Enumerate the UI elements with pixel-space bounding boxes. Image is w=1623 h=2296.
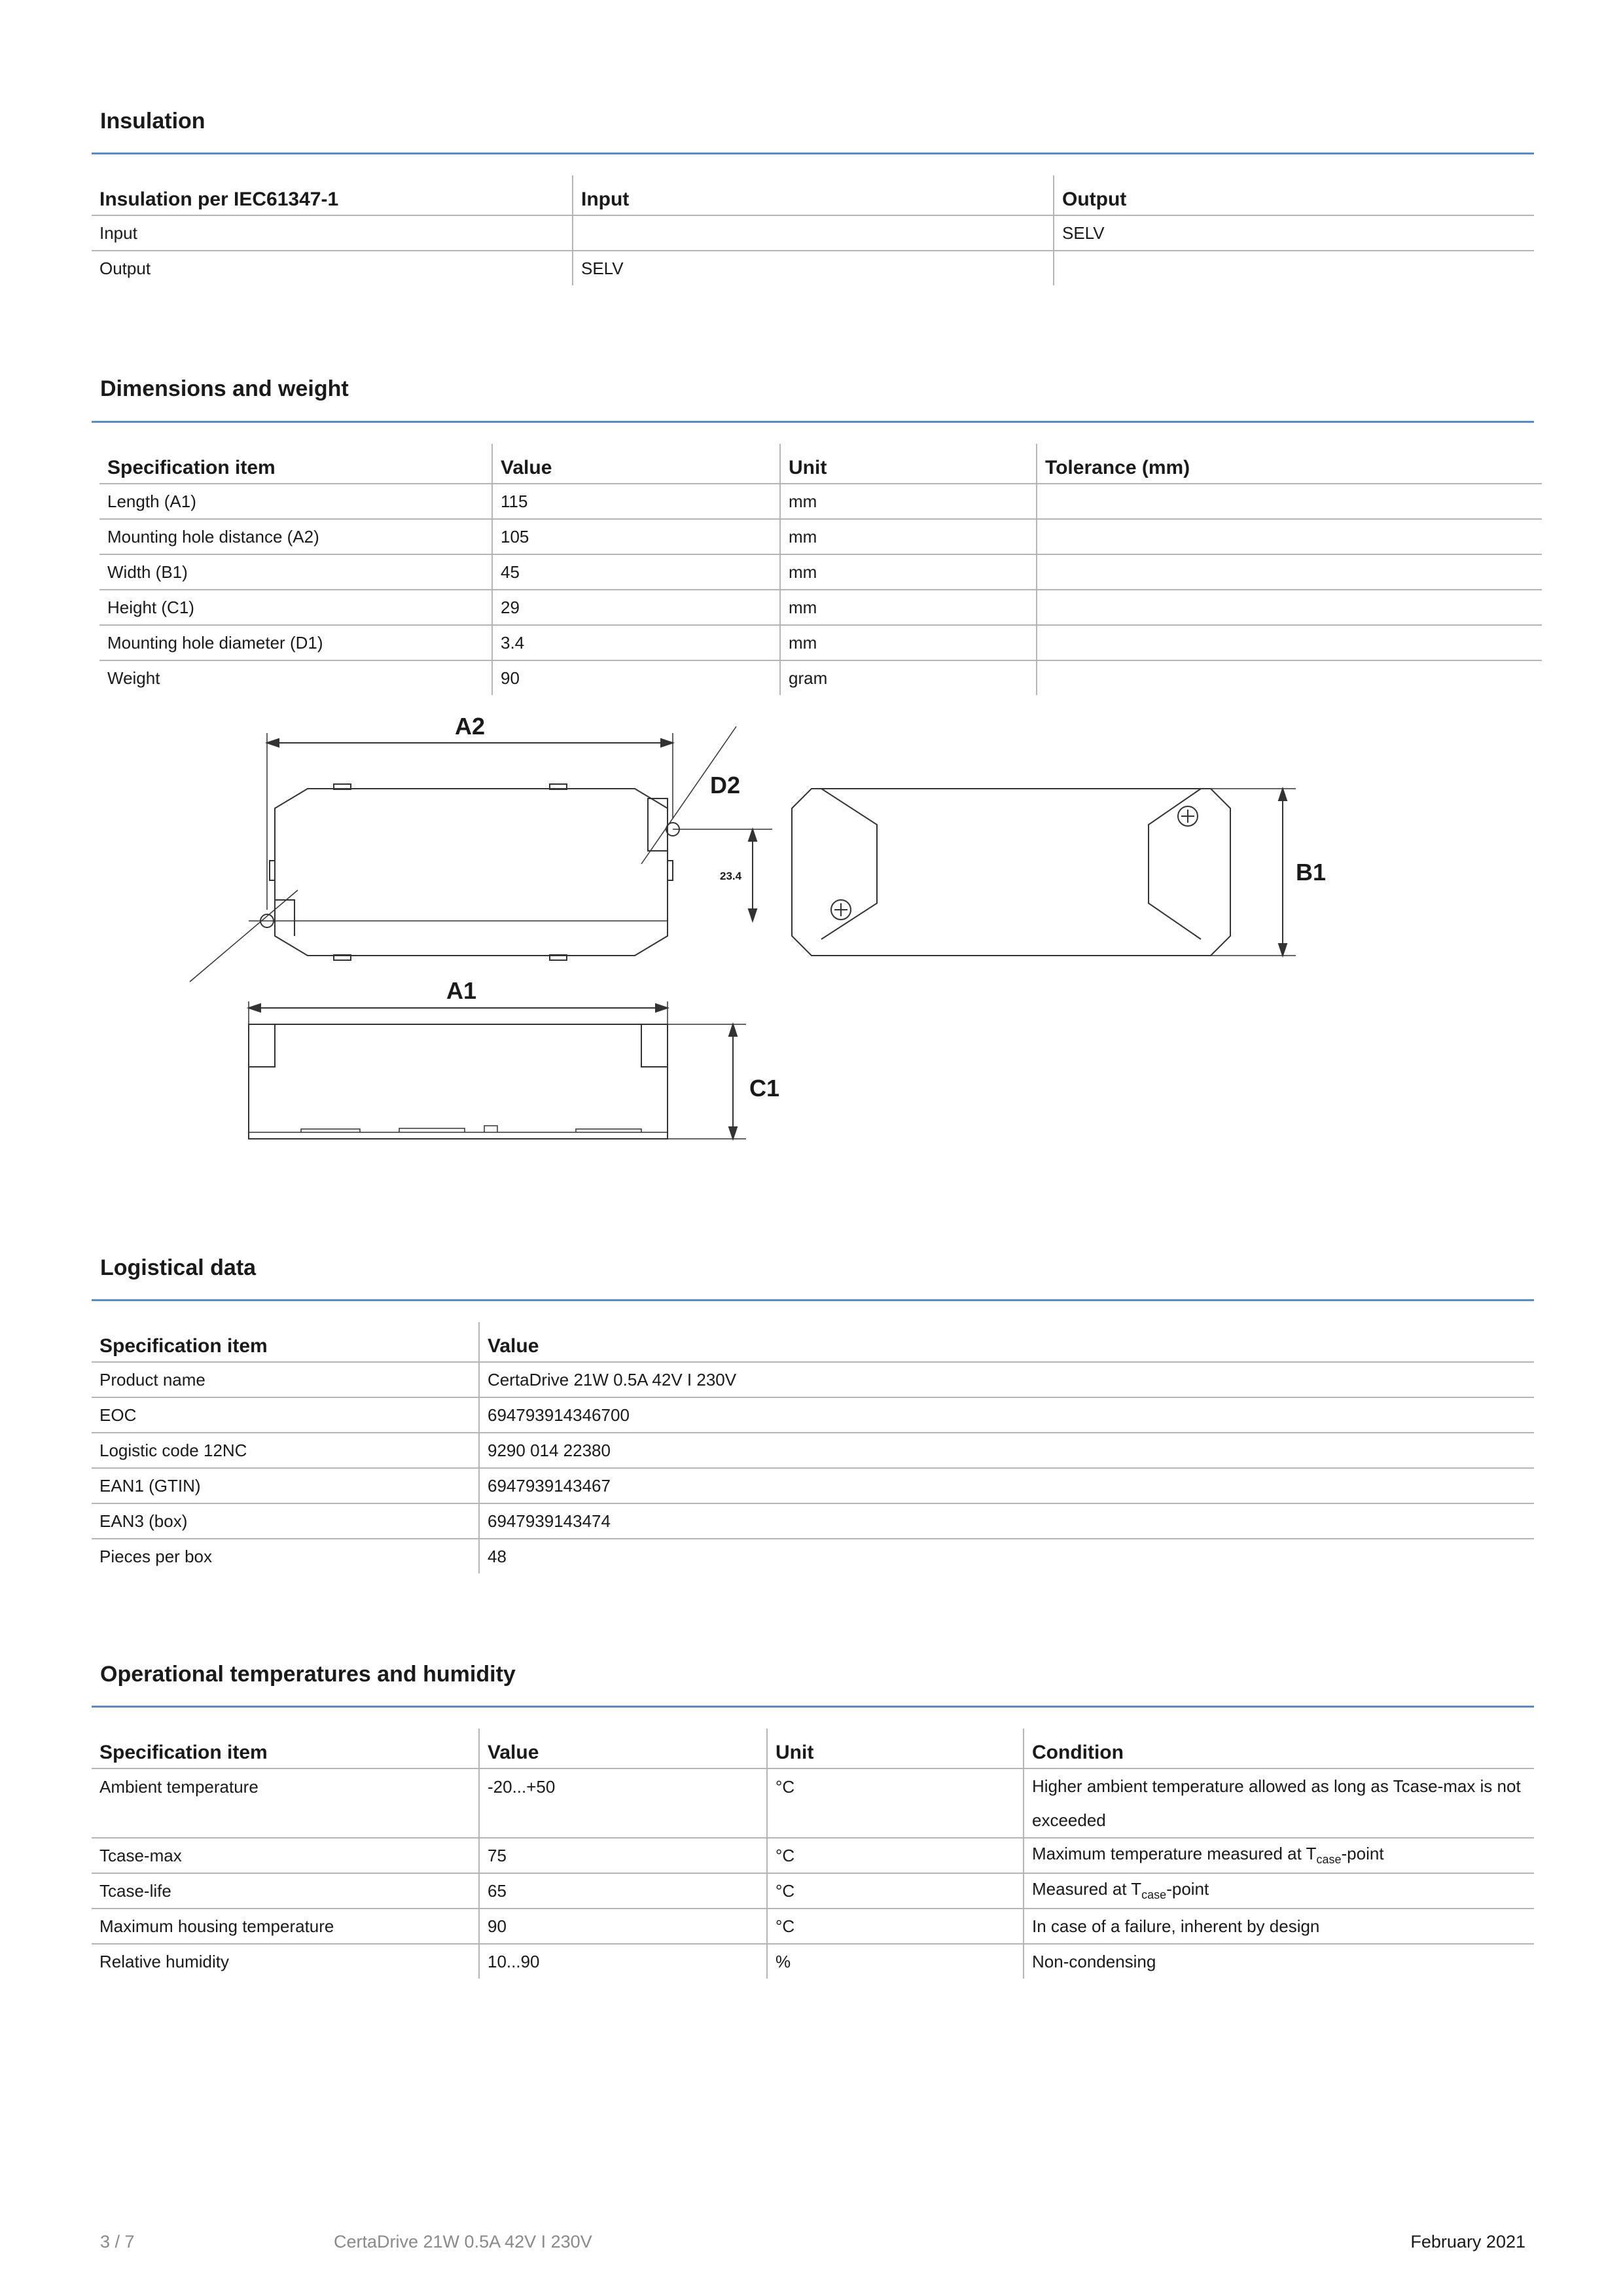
table-cell: EAN3 (box) [92, 1503, 479, 1539]
top-view [190, 726, 772, 982]
table-cell: 90 [492, 660, 780, 695]
subscript-case: case [1141, 1888, 1167, 1902]
table-cell: 29 [492, 590, 780, 625]
table-header-row [92, 1729, 1534, 1768]
operational-table [92, 1729, 1534, 1979]
dimensions-table [99, 444, 1542, 695]
table-cell: mm [780, 590, 1037, 625]
table-cell: SELV [1054, 215, 1534, 251]
table-cell: Maximum housing temperature [92, 1909, 479, 1944]
table-cell [1054, 251, 1534, 285]
table-cell: 45 [492, 554, 780, 590]
table-cell: EOC [92, 1397, 479, 1433]
table-row [99, 519, 1542, 554]
section-divider [92, 421, 1534, 423]
table-cell: 694793914346700 [479, 1397, 1534, 1433]
table-row [92, 1468, 1534, 1503]
table-cell: Non-condensing [1024, 1944, 1534, 1979]
table-cell: % [767, 1944, 1024, 1979]
table-row [92, 1838, 1534, 1873]
column-header: Specification item [92, 1729, 479, 1768]
table-cell: 115 [492, 484, 780, 519]
table-cell: mm [780, 554, 1037, 590]
table-cell [1037, 590, 1542, 625]
table-row [92, 1539, 1534, 1573]
table-header-row [92, 175, 1534, 215]
column-header: Condition [1024, 1729, 1534, 1768]
section-divider [92, 1299, 1534, 1301]
table-cell: Ambient temperature [92, 1768, 479, 1838]
table-row [99, 590, 1542, 625]
table-cell [1037, 484, 1542, 519]
table-cell: 90 [479, 1909, 767, 1944]
table-cell [1037, 519, 1542, 554]
section-title-logistical: Logistical data [100, 1255, 257, 1280]
insulation-table [92, 175, 1534, 285]
section-divider [92, 1706, 1534, 1708]
table-row [92, 1503, 1534, 1539]
table-cell [1037, 625, 1542, 660]
table-cell: 65 [479, 1873, 767, 1909]
page-number: 3 / 7 [100, 2232, 135, 2251]
table-cell: °C [767, 1909, 1024, 1944]
section-title-insulation: Insulation [100, 109, 205, 134]
table-row [92, 1362, 1534, 1397]
side-view [792, 789, 1296, 956]
table-cell: -20...+50 [479, 1768, 767, 1838]
table-cell: Tcase-max [92, 1838, 479, 1873]
table-cell: Mounting hole diameter (D1) [99, 625, 492, 660]
table-cell: Width (B1) [99, 554, 492, 590]
table-row [99, 484, 1542, 519]
table-cell: CertaDrive 21W 0.5A 42V I 230V [479, 1362, 1534, 1397]
column-header: Unit [780, 444, 1037, 484]
table-cell: Length (A1) [99, 484, 492, 519]
table-cell: 6947939143474 [479, 1503, 1534, 1539]
column-header: Value [492, 444, 780, 484]
table-cell [1037, 554, 1542, 590]
table-cell: Higher ambient temperature allowed as long as Tcase-max is not exceeded [1024, 1768, 1534, 1838]
table-row [92, 215, 1534, 251]
label-d2: D2 [710, 772, 741, 798]
table-header-row [99, 444, 1542, 484]
footer-date: February 2021 [1410, 2232, 1525, 2251]
condition-text: Measured at T [1032, 1879, 1142, 1899]
table-cell: °C [767, 1838, 1024, 1873]
table-cell: Pieces per box [99, 1546, 212, 1566]
section-divider [92, 152, 1534, 154]
condition-text-suffix: -point [1341, 1844, 1384, 1864]
table-cell: Height (C1) [99, 590, 492, 625]
table-row [99, 554, 1542, 590]
table-row [92, 1397, 1534, 1433]
footer-product-name: CertaDrive 21W 0.5A 42V I 230V [334, 2232, 592, 2251]
table-cell: Relative humidity [99, 1951, 229, 1971]
condition-text-suffix: -point [1166, 1879, 1209, 1899]
column-header: Tolerance (mm) [1037, 444, 1542, 484]
table-row [92, 251, 1534, 285]
table-header-row [92, 1322, 1534, 1362]
column-header: Value [479, 1729, 767, 1768]
table-cell [1037, 660, 1542, 695]
column-header: Input [573, 175, 1054, 215]
condition-text: Maximum temperature measured at T [1032, 1844, 1317, 1864]
column-header: Specification item [92, 1322, 479, 1362]
section-title-operational: Operational temperatures and humidity [100, 1662, 516, 1687]
table-cell: Input [92, 215, 573, 251]
table-row [92, 1909, 1534, 1944]
table-row [99, 660, 1542, 695]
label-a1: A1 [446, 977, 477, 1004]
table-cell [1024, 1873, 1534, 1909]
section-title-dimensions: Dimensions and weight [100, 376, 349, 401]
column-header: Specification item [99, 444, 492, 484]
table-cell [1024, 1838, 1534, 1873]
table-row [99, 625, 1542, 660]
table-cell [573, 215, 1054, 251]
table-cell: °C [767, 1768, 1024, 1838]
table-cell: 6947939143467 [479, 1468, 1534, 1503]
table-row [92, 1768, 1534, 1838]
table-cell: SELV [573, 251, 1054, 285]
table-cell: In case of a failure, inherent by design [1024, 1909, 1534, 1944]
table-cell: 3.4 [492, 625, 780, 660]
table-cell: 10...90 [479, 1944, 767, 1979]
table-row [92, 1433, 1534, 1468]
table-cell: 75 [479, 1838, 767, 1873]
table-cell: Mounting hole distance (A2) [99, 519, 492, 554]
table-cell: mm [780, 519, 1037, 554]
table-cell: Product name [92, 1362, 479, 1397]
table-cell: mm [780, 625, 1037, 660]
label-b1: B1 [1296, 859, 1327, 886]
column-header: Output [1054, 175, 1534, 215]
table-cell: Tcase-life [92, 1873, 479, 1909]
table-cell: 9290 014 22380 [479, 1433, 1534, 1468]
column-header: Insulation per IEC61347-1 [92, 175, 573, 215]
front-view [249, 1001, 746, 1139]
table-cell: 48 [479, 1539, 1534, 1573]
label-a2: A2 [455, 713, 486, 740]
table-row [92, 1944, 1534, 1979]
table-cell: °C [767, 1873, 1024, 1909]
table-cell: 105 [492, 519, 780, 554]
column-header: Value [479, 1322, 1534, 1362]
table-cell: mm [780, 484, 1037, 519]
table-cell: Output [99, 258, 151, 278]
column-header: Unit [767, 1729, 1024, 1768]
subscript-case: case [1316, 1853, 1342, 1867]
table-row [92, 1873, 1534, 1909]
table-cell: EAN1 (GTIN) [92, 1468, 479, 1503]
dimension-drawing [183, 713, 1335, 1158]
table-cell: Logistic code 12NC [92, 1433, 479, 1468]
table-cell: gram [780, 660, 1037, 695]
label-c1: C1 [749, 1075, 780, 1102]
logistical-table [92, 1322, 1534, 1573]
table-cell: Weight [107, 668, 160, 688]
label-23-4: 23.4 [720, 870, 742, 882]
